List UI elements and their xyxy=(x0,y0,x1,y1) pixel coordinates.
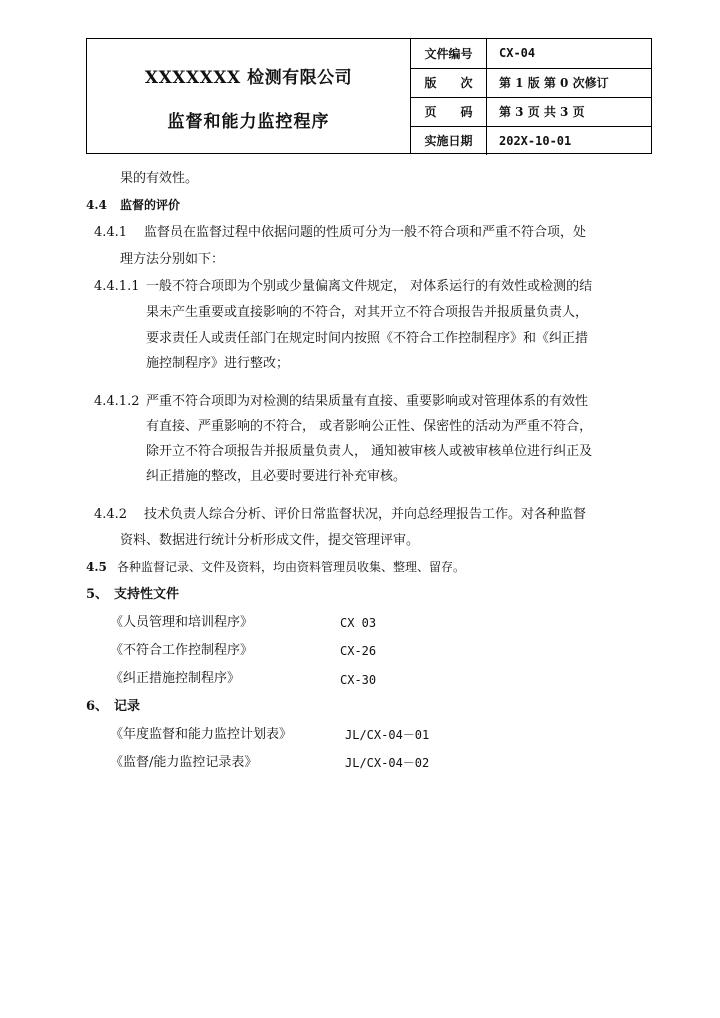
meta-row-edition xyxy=(411,68,651,97)
paragraph-line: 除开立不符合项报告并报质量负责人， 通知被审核人或被审核单位进行纠正及 xyxy=(146,444,593,459)
record-code: JL/CX-04－02 xyxy=(345,756,430,770)
record-name: 《年度监督和能力监控计划表》 xyxy=(110,727,293,742)
section-heading: 支持性文件 xyxy=(114,587,180,602)
meta-value: 第 3 页 共 3 页 xyxy=(499,105,585,120)
meta-row-effective-date xyxy=(411,126,651,155)
section-heading: 监督的评价 xyxy=(120,198,181,212)
paragraph-line: 技术负责人综合分析、评价日常监督状况，并向总经理报告工作。对各种监督 xyxy=(144,507,587,522)
paragraph-line: 要求责任人或责任部门在规定时间内按照《不符合工作控制程序》和《纠正措 xyxy=(146,331,589,346)
document-name: 《纠正措施控制程序》 xyxy=(110,671,241,686)
section-number: 6、 xyxy=(86,699,109,714)
document-code: CX-26 xyxy=(340,644,377,658)
document-name: 《不符合工作控制程序》 xyxy=(110,643,254,658)
program-title: 监督和能力监控程序 xyxy=(167,112,330,132)
document-code: CX 03 xyxy=(340,616,377,630)
paragraph-line: 监督员在监督过程中依据问题的性质可分为一般不符合项和严重不符合项，处 xyxy=(144,225,587,240)
record-code: JL/CX-04－01 xyxy=(345,728,430,742)
document-name: 《人员管理和培训程序》 xyxy=(110,615,254,630)
clause-number: 4.4.1 xyxy=(94,225,128,240)
meta-label: 页 码 xyxy=(411,98,487,126)
meta-value: 第 1 版 第 0 次修订 xyxy=(499,76,609,91)
paragraph-line: 果未产生重要或直接影响的不符合，对其开立不符合项报告并报质量负责人， xyxy=(146,305,589,320)
meta-label: 文件编号 xyxy=(411,39,487,68)
paragraph-line: 理方法分别如下： xyxy=(120,252,225,267)
continued-text: 果的有效性。 xyxy=(120,171,199,186)
header-meta-cells xyxy=(411,39,651,153)
paragraph-line: 各种监督记录、文件及资料，均由资料管理员收集、整理、留存。 xyxy=(117,560,466,574)
meta-value: 202X-10-01 xyxy=(499,133,572,148)
meta-label: 版 次 xyxy=(411,69,487,97)
meta-value: CX-04 xyxy=(499,46,536,61)
record-name: 《监督/能力监控记录表》 xyxy=(110,755,258,770)
paragraph-line: 施控制程序》进行整改； xyxy=(146,356,290,371)
paragraph-line: 资料、数据进行统计分析形成文件，提交管理评审。 xyxy=(120,533,420,548)
meta-row-doc-number xyxy=(411,39,651,68)
paragraph-line: 纠正措施的整改，且必要时要进行补充审核。 xyxy=(146,469,407,484)
section-heading: 记录 xyxy=(114,699,141,714)
meta-row-page xyxy=(411,97,651,126)
clause-number: 4.4.2 xyxy=(94,507,128,522)
paragraph-line: 有直接、严重影响的不符合， 或者影响公正性、保密性的活动为严重不符合， xyxy=(146,419,593,434)
section-number: 4.4 xyxy=(86,198,107,212)
section-number: 5、 xyxy=(86,587,109,602)
document-code: CX-30 xyxy=(340,673,377,687)
clause-number: 4.4.1.1 xyxy=(94,279,140,294)
meta-label: 实施日期 xyxy=(411,127,487,155)
paragraph-line: 严重不符合项即为对检测的结果质量有直接、重要影响或对管理体系的有效性 xyxy=(146,394,589,409)
paragraph-line: 一般不符合项即为个别或少量偏离文件规定， 对体系运行的有效性或检测的结 xyxy=(146,279,593,294)
company-name: XXXXXXX 检测有限公司 xyxy=(144,68,353,88)
document-header-table xyxy=(86,38,652,154)
clause-number: 4.4.1.2 xyxy=(94,394,140,409)
header-title-cell xyxy=(87,39,411,153)
section-number: 4.5 xyxy=(86,560,107,574)
